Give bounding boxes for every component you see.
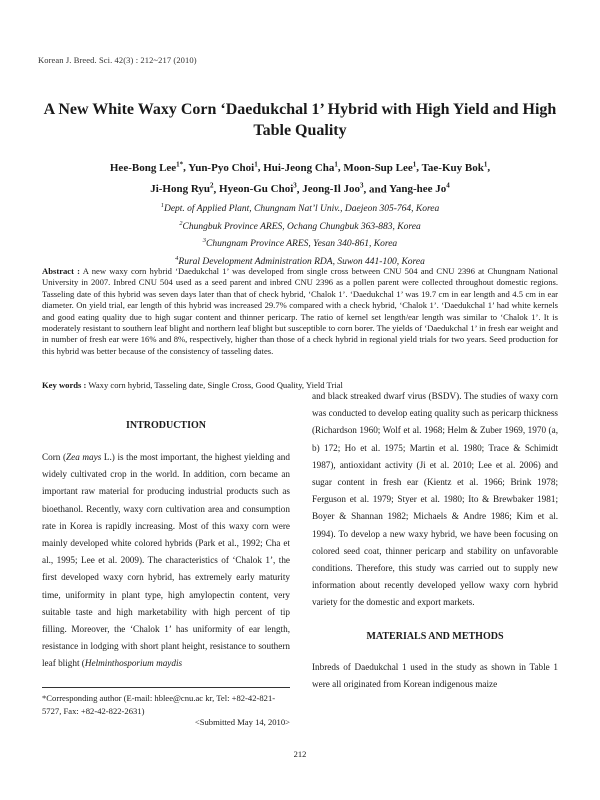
author: Hui-Jeong Cha$^1$	[263, 160, 338, 174]
introduction-paragraph-continued: and black streaked dwarf virus (BSDV). The studies of waxy corn was conducted to develop eating quality such as pericarp thickness (Richardson 1960; Wolf et al. 1968; Helm & Zuber 1969, 1970 (a, b) 172; Ho et al. 1975; Martin et al. 1980; Trace & Schimidt 1987), antioxidant activity (Ji et al. 2010; Lee et al. 2006) and sugar content in fresh ear (Kientz et al. 1966; Brink 1978; Ferguson et al. 1979; Styer et al. 1980; Ito & Brewbaker 1981; Boyer & Shannan 1982; Michaels & Andre 1986; Kim et al. 1994). To develop a new waxy hybrid, we have been focusing on colored seed coat, thinner pericarp and stability on unfavorable conditions. Therefore, this study was carried out to supply new information about recently developed yellow waxy corn hybrid variety for the domestic and export markets.	[312, 391, 558, 608]
keywords-text: Waxy corn hybrid, Tasseling date, Single Cross, Good Quality, Yield Trial	[88, 380, 343, 390]
author-list	[60, 155, 540, 198]
author-conjunction: and	[369, 183, 387, 196]
journal-citation: Korean J. Breed. Sci. 42(3) : 212~217 (2010)	[38, 55, 197, 65]
paper-title: A New White Waxy Corn ‘Daedukchal 1’ Hybrid with High Yield and High Table Quality	[43, 101, 557, 139]
page-number: 212	[293, 749, 307, 759]
affiliation: $^1$Dept. of Applied Plant, Chungnam Nat’l Univ., Daejeon 305-764, Korea	[160, 202, 440, 215]
abstract-text: A new waxy corn hybrid ‘Daedukchal 1’ was developed from single cross between CNU 504 and CNU 2396 at Chungnam National University in 2007. Inbred CNU 504 used as a seed parent and inbred CNU 2396 as a pollen parent were collected throughout domestic regions. Tasseling date of this hybrid was seven days later than that of check hybrid, ‘Chalok 1’. ‘Daedukchal 1’ was 19.7 cm in ear length and 4.5 cm in ear diameter. On yield trial, ear length of this hybrid was increased 29.7% compared with a check hybrid, ‘Chalok 1’. ‘Daedukchal 1’ had white kernels and good eating quality due to high sugar content and thinner pericarp. The ratio of kernel set length/ear length was similar to ‘Chalok 1’. It is moderately resistant to southern leaf blight and northern leaf blight but susceptible to corn borer. The yields of ‘Daedukchal 1’ in fresh ear weight and in number of fresh ear were 16% and 8%, respectively, higher than those of a check hybrid in regional yield trials for two years. Seed production for this hybrid was better because of the consistency of tasseling dates.	[42, 266, 558, 356]
author: Hyeon-Gu Choi$^3$	[219, 181, 297, 196]
author: Ji-Hong Ryu$^2$	[150, 181, 214, 196]
keywords-label: Key words :	[42, 380, 87, 390]
introduction-paragraph: Corn (Zea mays L.) is the most important, the highest yielding and widely cultivated crop in the world. In addition, corn became an important raw material for producing industrial products such as bioethanol. Recently, waxy corn cultivation area and consumption rate in Korea is rapidly increasing. Most of this waxy corn were mainly developed white colored hybrids (Park et al., 1992; Cha et al., 1995; Lee et al. 2009). The characteristics of ‘Chalok 1’, the first developed waxy corn hybrid, has extremely early maturity time, uniformity in plant type, high amylopectin content, very suitable taste and high marketability with high percent of tip filling. Moreover, the ‘Chalok 1’ has uniformity of ear length, resistance in lodging with short plant height, resistance to southern leaf blight (Helminthosporium maydis	[42, 452, 290, 669]
methods-paragraph: Inbreds of Daedukchal 1 used in the study as shown in Table 1 were all originated from Korean indigenous maize	[312, 661, 558, 689]
author-line-2: Ji-Hong Ryu$^2$, Hyeon-Gu Choi$^3$, Jeong-Il Joo$^3$, and Yang-hee Jo$^4$	[150, 181, 450, 196]
left-column	[42, 420, 290, 673]
affiliation: $^4$Rural Development Administration RDA, Suwon 441-100, Korea	[175, 254, 425, 268]
author: Hee-Bong Lee$^{1*}$	[109, 160, 184, 174]
author: Jeong-Il Joo$^3$	[302, 181, 364, 196]
author-line-1: Hee-Bong Lee$^{1*}$, Yun-Pyo Choi$^1$, Hui-Jeong Cha$^1$, Moon-Sup Lee$^1$, Tae-Kuy Bok$^1$,	[109, 160, 491, 174]
author: Yun-Pyo Choi$^1$	[188, 160, 258, 174]
submission-date: <Submitted May 14, 2010>	[194, 717, 290, 727]
author: Yang-hee Jo$^4$	[389, 181, 450, 196]
author: Moon-Sup Lee$^1$	[343, 160, 417, 174]
affiliation: $^3$Chungnam Province ARES, Yesan 340-861, Korea	[202, 237, 398, 250]
affiliations	[60, 199, 540, 270]
introduction-heading: INTRODUCTION	[125, 420, 206, 431]
footnote-divider	[42, 687, 290, 688]
abstract	[42, 266, 558, 357]
abstract-label: Abstract :	[42, 266, 81, 276]
right-column	[312, 388, 558, 693]
methods-heading: MATERIALS AND METHODS	[366, 630, 504, 642]
author: Tae-Kuy Bok$^1$	[421, 160, 488, 174]
affiliation: $^2$Chungbuk Province ARES, Ochang Chungbuk 363-883, Korea	[179, 219, 421, 232]
corresponding-author-footnote: *Corresponding author (E-mail: hblee@cnu.ac kr, Tel: +82-42-821-5727, Fax: +82-42-822-2631)	[42, 693, 276, 716]
